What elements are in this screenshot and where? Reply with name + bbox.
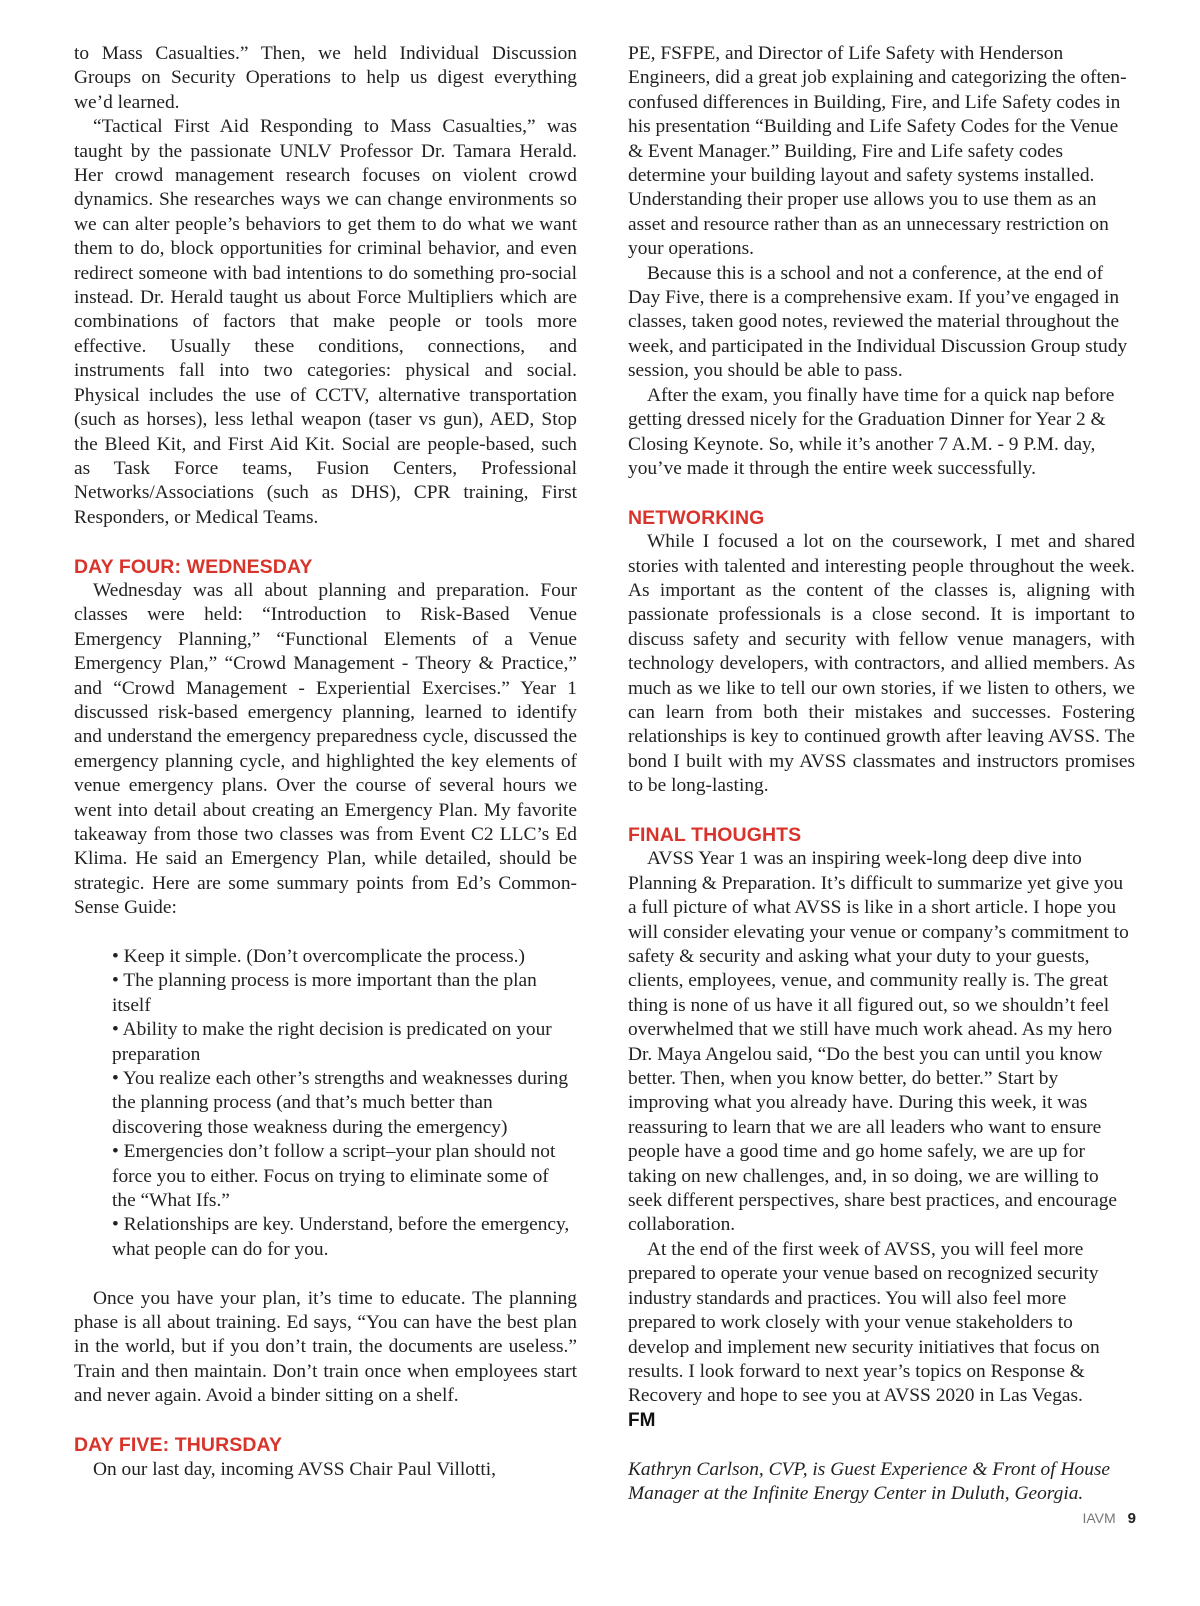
article-paragraph: “Tactical First Aid Responding to Mass Casualties,” was taught by the passionate UNLV Professor Dr. Tamara Herald. Her crowd management research focuses on violent crowd dynamics. She researches ways we can change environments so we can alter people’s behaviors to get them to do what we want them to do, block opportunities for criminal behavior, and even redirect someone with bad intentions to do something pro-social instead. Dr. Herald taught us about Force Multipliers which are combinations of factors that make people or tools more effective. Usually these conditions, connections, and instruments fall into two categories: physical and social. Physical includes the use of CCTV, alternative transportation (such as horses), less lethal weapon (taser vs gun), AED, Stop the Bleed Kit, and First Aid Kit. Social are people-based, such as Task Force teams, Fusion Centers, Professional Networks/Associations (such as DHS), CPR training, First Responders, or Medical Teams. (74, 116, 577, 528)
article-paragraph: to Mass Casualties.” Then, we held Individual Discussion Groups on Security Operations to help us digest everything we’d learned. (74, 43, 577, 113)
article-paragraph: PE, FSFPE, and Director of Life Safety with Henderson Engineers, did a great job explaining and categorizing the often-confused differences in Building, Fire, and Life Safety codes in his presentation “Building and Life Safety Codes for the Venue & Event Manager.” Building, Fire and Life safety codes determine your building layout and safety systems installed. Understanding their proper use allows you to use them as an asset and resource rather than as an unnecessary restriction on your operations. (628, 43, 1127, 260)
right-column (628, 42, 1135, 1506)
article-paragraph: After the exam, you finally have time for a quick nap before getting dressed nicely for the Graduation Dinner for Year 2 & Closing Keynote. So, while it’s another 7 A.M. - 9 P.M. day, you’ve made it through the entire week successfully. (628, 384, 1115, 479)
article-paragraph: AVSS Year 1 was an inspiring week-long deep dive into Planning & Preparation. It’s difficult to summarize yet give you a full picture of what AVSS is like in a short article. I hope you will consider elevating your venue or company’s commitment to safety & security and asking what your duty to your guests, clients, employees, venue, and community really is. The great thing is none of us have it all figured out, so we shouldn’t feel overwhelmed that we still have much work ahead. As my hero Dr. Maya Angelou said, “Do the best you can until you know better. Then, when you know better, do better.” Start by improving what you already have. During this week, it was reassuring to learn that we are all leaders who want to ensure people have a good time and go home safely, we are up for taking on new challenges, and, in so doing, we are willing to seek different perspectives, share best practices, and encourage collaboration. (628, 848, 1129, 1236)
page-footer (1082, 1510, 1136, 1527)
section-heading-final-thoughts: FINAL THOUGHTS (628, 823, 802, 846)
article-paragraph: While I focused a lot on the coursework, I met and shared stories with talented and interesting people throughout the week. As important as the content of the classes is, aligning with passionate professionals is a close second. It is important to discuss safety and security with fellow venue managers, with technology developers, with contractors, and allied members. As much as we like to tell our own stories, if we listen to others, we can learn from both their mistakes and successes. Fostering relationships is key to continued growth after leaving AVSS. The bond I built with my AVSS classmates and instructors promises to be long-lasting. (628, 531, 1135, 797)
list-item: • Emergencies don’t follow a script–your plan should not force you to either. Focus on trying to eliminate some of the “What Ifs.” (112, 1141, 556, 1212)
list-item: • The planning process is more important than the plan itself (112, 970, 537, 1016)
article-paragraph: At the end of the first week of AVSS, you will feel more prepared to operate your venue based on recognized security industry standards and practices. You will also feel more prepared to work closely with your venue stakeholders to develop and implement new security initiatives that focus on results. I look forward to next year’s topics on Response & Recovery and hope to see you at AVSS 2020 in Las Vegas. (628, 1238, 1100, 1407)
list-item: • Relationships are key. Understand, before the emergency, what people can do for you. (112, 1214, 570, 1260)
article-paragraph: Once you have your plan, it’s time to educate. The planning phase is all about training. Ed says, “You can have the best plan in the world, but if you don’t train, the documents are useless.” Train and then maintain. Don’t train once when employees start and never again. Avoid a binder sitting on a shelf. (74, 1287, 577, 1407)
list-item: • Keep it simple. (Don’t overcomplicate the process.) (112, 946, 525, 967)
publication-name: IAVM (1082, 1510, 1116, 1526)
left-column (74, 42, 577, 1482)
list-item: • You realize each other’s strengths and weaknesses during the planning process (and that’s much better than discovering those weakness during the emergency) (112, 1068, 569, 1138)
summary-points-list (74, 945, 577, 1262)
list-item: • Ability to make the right decision is predicated on your preparation (112, 1019, 552, 1065)
article-paragraph: On our last day, incoming AVSS Chair Paul Villotti, (93, 1458, 496, 1480)
page-number: 9 (1127, 1510, 1136, 1527)
section-heading-day-five: DAY FIVE: THURSDAY (74, 1434, 283, 1457)
section-heading-day-four: DAY FOUR: WEDNESDAY (74, 555, 313, 578)
author-bio: Kathryn Carlson, CVP, is Guest Experience & Front of House Manager at the Infinite Energy Center in Duluth, Georgia. (628, 1458, 1111, 1504)
section-heading-networking: NETWORKING (628, 506, 765, 529)
article-paragraph: Wednesday was all about planning and preparation. Four classes were held: “Introduction to Risk-Based Venue Emergency Planning,” “Functional Elements of a Venue Emergency Plan,” “Crowd Management - Theory & Practice,” and “Crowd Management - Experiential Exercises.” Year 1 discussed risk-based emergency planning, learned to identify and understand the emergency preparedness cycle, discussed the emergency planning cycle, and highlighted the key elements of venue emergency plans. Over the course of several hours we went into detail about creating an Emergency Plan. My favorite takeaway from those two classes was from Event C2 LLC’s Ed Klima. He said an Emergency Plan, while detailed, should be strategic. Here are some summary points from Ed’s Common-Sense Guide: (74, 579, 577, 919)
article-paragraph: Because this is a school and not a conference, at the end of Day Five, there is a comprehensive exam. If you’ve engaged in classes, taken good notes, reviewed the material throughout the week, and participated in the Individual Discussion Group study session, you should be able to pass. (628, 262, 1128, 382)
end-of-article-mark: FM (628, 1409, 656, 1431)
